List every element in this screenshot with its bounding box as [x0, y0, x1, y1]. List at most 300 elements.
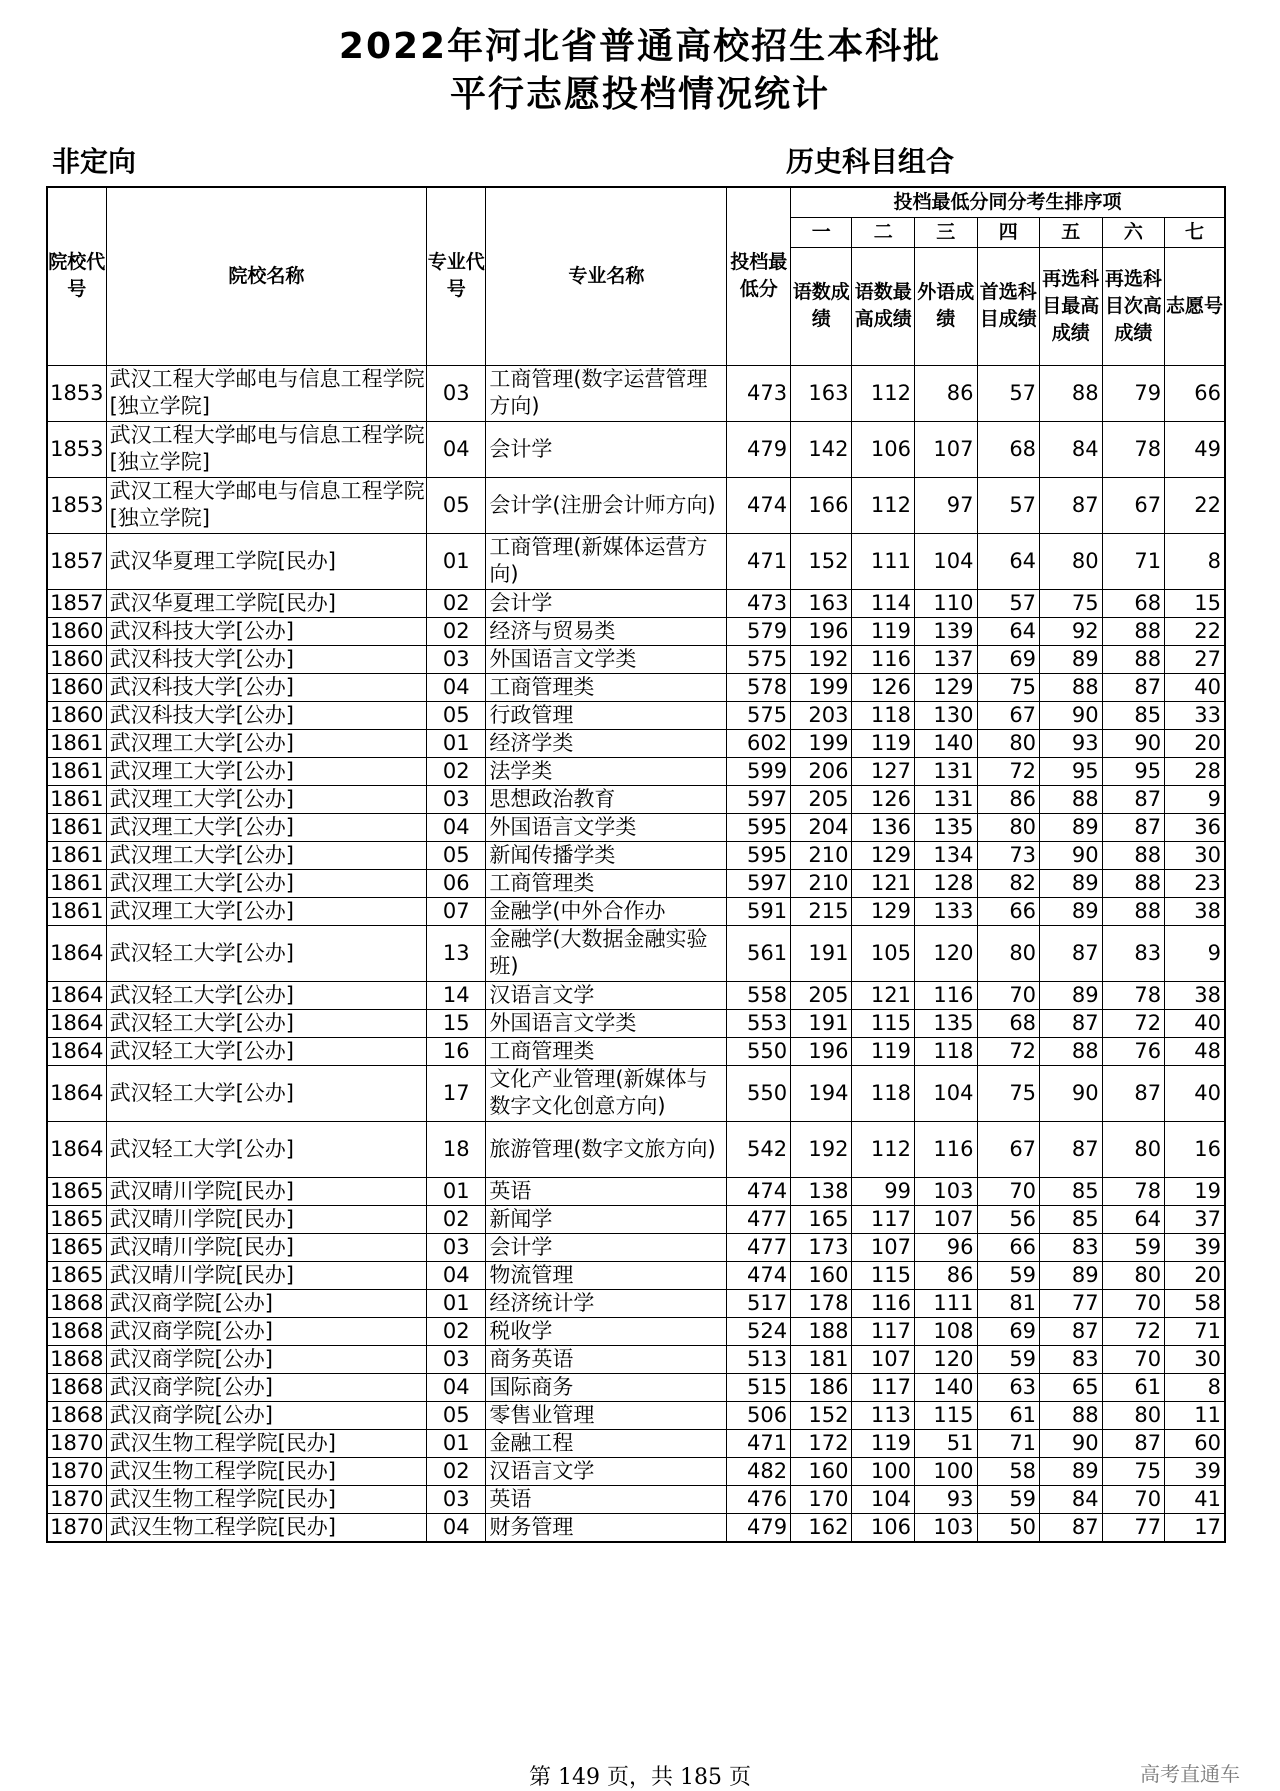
preference-number-cell: 22 [1165, 617, 1225, 645]
major-name-cell: 国际商务 [486, 1373, 727, 1401]
chinese-math-max-cell: 126 [852, 673, 915, 701]
elective-second-cell: 83 [1102, 925, 1165, 981]
min-score-cell: 561 [727, 925, 791, 981]
chinese-math-max-cell: 112 [852, 1121, 915, 1177]
preference-number-cell: 30 [1165, 1345, 1225, 1373]
school-code-cell: 1868 [47, 1401, 106, 1429]
elective-highest-cell: 87 [1040, 1513, 1103, 1542]
elective-second-cell: 87 [1102, 1429, 1165, 1457]
first-subject-cell: 69 [977, 645, 1040, 673]
header-rank-6: 六 [1102, 217, 1165, 247]
chinese-math-max-cell: 106 [852, 1513, 915, 1542]
school-name-cell: 武汉晴川学院[民办] [106, 1233, 427, 1261]
elective-second-cell: 88 [1102, 841, 1165, 869]
header-sort-group: 投档最低分同分考生排序项 [791, 187, 1225, 217]
school-name-cell: 武汉商学院[公办] [106, 1317, 427, 1345]
major-name-cell: 财务管理 [486, 1513, 727, 1542]
foreign-language-cell: 140 [914, 1373, 977, 1401]
school-name-cell: 武汉工程大学邮电与信息工程学院[独立学院] [106, 421, 427, 477]
first-subject-cell: 64 [977, 533, 1040, 589]
elective-highest-cell: 90 [1040, 1065, 1103, 1121]
elective-second-cell: 72 [1102, 1009, 1165, 1037]
foreign-language-cell: 51 [914, 1429, 977, 1457]
major-name-cell: 零售业管理 [486, 1401, 727, 1429]
chinese-math-cell: 165 [791, 1205, 852, 1233]
header-rank-1: 一 [791, 217, 852, 247]
major-name-cell: 物流管理 [486, 1261, 727, 1289]
min-score-cell: 542 [727, 1121, 791, 1177]
elective-highest-cell: 89 [1040, 981, 1103, 1009]
elective-highest-cell: 77 [1040, 1289, 1103, 1317]
preference-number-cell: 39 [1165, 1457, 1225, 1485]
foreign-language-cell: 100 [914, 1457, 977, 1485]
min-score-cell: 517 [727, 1289, 791, 1317]
foreign-language-cell: 129 [914, 673, 977, 701]
school-code-cell: 1857 [47, 533, 106, 589]
header-item-first-subject: 首选科目成绩 [977, 247, 1040, 365]
foreign-language-cell: 133 [914, 897, 977, 925]
chinese-math-cell: 192 [791, 1121, 852, 1177]
major-name-cell: 英语 [486, 1177, 727, 1205]
major-name-cell: 旅游管理(数字文旅方向) [486, 1121, 727, 1177]
first-subject-cell: 82 [977, 869, 1040, 897]
header-rank-2: 二 [852, 217, 915, 247]
table-row [47, 1429, 1225, 1457]
chinese-math-max-cell: 107 [852, 1233, 915, 1261]
elective-second-cell: 72 [1102, 1317, 1165, 1345]
school-name-cell: 武汉华夏理工学院[民办] [106, 533, 427, 589]
major-name-cell: 税收学 [486, 1317, 727, 1345]
foreign-language-cell: 137 [914, 645, 977, 673]
school-name-cell: 武汉理工大学[公办] [106, 841, 427, 869]
first-subject-cell: 64 [977, 617, 1040, 645]
min-score-cell: 558 [727, 981, 791, 1009]
preference-number-cell: 28 [1165, 757, 1225, 785]
table-row [47, 589, 1225, 617]
school-code-cell: 1868 [47, 1345, 106, 1373]
chinese-math-max-cell: 100 [852, 1457, 915, 1485]
major-code-cell: 05 [427, 841, 486, 869]
chinese-math-cell: 170 [791, 1485, 852, 1513]
first-subject-cell: 80 [977, 813, 1040, 841]
header-item-chinese-math-max: 语数最高成绩 [852, 247, 915, 365]
elective-second-cell: 70 [1102, 1289, 1165, 1317]
elective-highest-cell: 90 [1040, 1429, 1103, 1457]
school-code-cell: 1861 [47, 841, 106, 869]
elective-highest-cell: 84 [1040, 421, 1103, 477]
chinese-math-max-cell: 136 [852, 813, 915, 841]
preference-number-cell: 40 [1165, 673, 1225, 701]
elective-second-cell: 90 [1102, 729, 1165, 757]
elective-second-cell: 85 [1102, 701, 1165, 729]
min-score-cell: 477 [727, 1233, 791, 1261]
school-name-cell: 武汉工程大学邮电与信息工程学院[独立学院] [106, 365, 427, 421]
min-score-cell: 550 [727, 1065, 791, 1121]
school-name-cell: 武汉生物工程学院[民办] [106, 1513, 427, 1542]
elective-highest-cell: 84 [1040, 1485, 1103, 1513]
major-name-cell: 会计学 [486, 421, 727, 477]
first-subject-cell: 57 [977, 365, 1040, 421]
foreign-language-cell: 107 [914, 421, 977, 477]
foreign-language-cell: 115 [914, 1401, 977, 1429]
school-name-cell: 武汉轻工大学[公办] [106, 925, 427, 981]
header-item-preference-number: 志愿号 [1165, 247, 1225, 365]
first-subject-cell: 80 [977, 925, 1040, 981]
min-score-cell: 578 [727, 673, 791, 701]
first-subject-cell: 71 [977, 1429, 1040, 1457]
school-code-cell: 1865 [47, 1205, 106, 1233]
min-score-cell: 506 [727, 1401, 791, 1429]
first-subject-cell: 68 [977, 1009, 1040, 1037]
table-row [47, 1317, 1225, 1345]
elective-second-cell: 59 [1102, 1233, 1165, 1261]
min-score-cell: 595 [727, 813, 791, 841]
first-subject-cell: 57 [977, 477, 1040, 533]
elective-second-cell: 67 [1102, 477, 1165, 533]
table-row [47, 673, 1225, 701]
school-name-cell: 武汉轻工大学[公办] [106, 1065, 427, 1121]
major-name-cell: 工商管理(新媒体运营方向) [486, 533, 727, 589]
preference-number-cell: 48 [1165, 1037, 1225, 1065]
foreign-language-cell: 134 [914, 841, 977, 869]
school-name-cell: 武汉理工大学[公办] [106, 897, 427, 925]
foreign-language-cell: 120 [914, 1345, 977, 1373]
table-row [47, 981, 1225, 1009]
chinese-math-cell: 160 [791, 1457, 852, 1485]
first-subject-cell: 59 [977, 1485, 1040, 1513]
header-item-chinese-math: 语数成绩 [791, 247, 852, 365]
preference-number-cell: 8 [1165, 1373, 1225, 1401]
chinese-math-max-cell: 116 [852, 1289, 915, 1317]
table-row [47, 1037, 1225, 1065]
table-row [47, 813, 1225, 841]
school-code-cell: 1861 [47, 729, 106, 757]
elective-highest-cell: 65 [1040, 1373, 1103, 1401]
chinese-math-cell: 194 [791, 1065, 852, 1121]
elective-second-cell: 87 [1102, 785, 1165, 813]
school-name-cell: 武汉工程大学邮电与信息工程学院[独立学院] [106, 477, 427, 533]
elective-highest-cell: 92 [1040, 617, 1103, 645]
preference-number-cell: 23 [1165, 869, 1225, 897]
preference-number-cell: 33 [1165, 701, 1225, 729]
first-subject-cell: 72 [977, 757, 1040, 785]
chinese-math-cell: 163 [791, 365, 852, 421]
major-code-cell: 02 [427, 589, 486, 617]
table-row [47, 1009, 1225, 1037]
school-code-cell: 1865 [47, 1177, 106, 1205]
table-row [47, 1485, 1225, 1513]
elective-second-cell: 71 [1102, 533, 1165, 589]
min-score-cell: 599 [727, 757, 791, 785]
major-code-cell: 14 [427, 981, 486, 1009]
preference-number-cell: 71 [1165, 1317, 1225, 1345]
min-score-cell: 471 [727, 1429, 791, 1457]
major-name-cell: 金融工程 [486, 1429, 727, 1457]
elective-second-cell: 88 [1102, 617, 1165, 645]
chinese-math-max-cell: 121 [852, 981, 915, 1009]
elective-highest-cell: 87 [1040, 1009, 1103, 1037]
chinese-math-max-cell: 99 [852, 1177, 915, 1205]
major-code-cell: 04 [427, 1261, 486, 1289]
foreign-language-cell: 108 [914, 1317, 977, 1345]
table-row [47, 1205, 1225, 1233]
chinese-math-max-cell: 115 [852, 1009, 915, 1037]
min-score-cell: 471 [727, 533, 791, 589]
elective-second-cell: 64 [1102, 1205, 1165, 1233]
major-code-cell: 07 [427, 897, 486, 925]
school-code-cell: 1864 [47, 1065, 106, 1121]
school-name-cell: 武汉科技大学[公办] [106, 617, 427, 645]
preference-number-cell: 11 [1165, 1401, 1225, 1429]
preference-number-cell: 20 [1165, 729, 1225, 757]
first-subject-cell: 70 [977, 981, 1040, 1009]
chinese-math-cell: 142 [791, 421, 852, 477]
school-code-cell: 1860 [47, 645, 106, 673]
school-code-cell: 1853 [47, 477, 106, 533]
table-row [47, 841, 1225, 869]
table-row [47, 645, 1225, 673]
elective-second-cell: 76 [1102, 1037, 1165, 1065]
elective-highest-cell: 88 [1040, 365, 1103, 421]
school-name-cell: 武汉轻工大学[公办] [106, 1009, 427, 1037]
foreign-language-cell: 139 [914, 617, 977, 645]
major-code-cell: 04 [427, 813, 486, 841]
first-subject-cell: 67 [977, 1121, 1040, 1177]
school-code-cell: 1868 [47, 1317, 106, 1345]
chinese-math-max-cell: 119 [852, 729, 915, 757]
major-code-cell: 03 [427, 1233, 486, 1261]
school-name-cell: 武汉理工大学[公办] [106, 729, 427, 757]
major-code-cell: 06 [427, 869, 486, 897]
major-name-cell: 汉语言文学 [486, 981, 727, 1009]
min-score-cell: 513 [727, 1345, 791, 1373]
foreign-language-cell: 116 [914, 1121, 977, 1177]
major-name-cell: 汉语言文学 [486, 1457, 727, 1485]
min-score-cell: 579 [727, 617, 791, 645]
major-code-cell: 03 [427, 1485, 486, 1513]
min-score-cell: 597 [727, 869, 791, 897]
elective-highest-cell: 90 [1040, 841, 1103, 869]
major-code-cell: 01 [427, 1289, 486, 1317]
elective-second-cell: 80 [1102, 1121, 1165, 1177]
foreign-language-cell: 128 [914, 869, 977, 897]
school-name-cell: 武汉华夏理工学院[民办] [106, 589, 427, 617]
school-code-cell: 1870 [47, 1429, 106, 1457]
foreign-language-cell: 97 [914, 477, 977, 533]
school-name-cell: 武汉理工大学[公办] [106, 757, 427, 785]
elective-second-cell: 95 [1102, 757, 1165, 785]
first-subject-cell: 69 [977, 1317, 1040, 1345]
table-row [47, 757, 1225, 785]
chinese-math-max-cell: 118 [852, 1065, 915, 1121]
first-subject-cell: 61 [977, 1401, 1040, 1429]
major-code-cell: 02 [427, 1205, 486, 1233]
school-code-cell: 1865 [47, 1261, 106, 1289]
chinese-math-cell: 204 [791, 813, 852, 841]
elective-highest-cell: 89 [1040, 1457, 1103, 1485]
major-code-cell: 04 [427, 1373, 486, 1401]
chinese-math-cell: 152 [791, 1401, 852, 1429]
school-code-cell: 1864 [47, 1009, 106, 1037]
chinese-math-max-cell: 116 [852, 645, 915, 673]
min-score-cell: 479 [727, 421, 791, 477]
elective-highest-cell: 87 [1040, 477, 1103, 533]
chinese-math-max-cell: 129 [852, 841, 915, 869]
major-code-cell: 17 [427, 1065, 486, 1121]
min-score-cell: 575 [727, 701, 791, 729]
table-row [47, 365, 1225, 421]
chinese-math-max-cell: 112 [852, 477, 915, 533]
elective-highest-cell: 88 [1040, 1037, 1103, 1065]
header-major-name: 专业名称 [486, 187, 727, 365]
school-name-cell: 武汉晴川学院[民办] [106, 1205, 427, 1233]
major-code-cell: 04 [427, 421, 486, 477]
foreign-language-cell: 131 [914, 785, 977, 813]
elective-highest-cell: 83 [1040, 1233, 1103, 1261]
major-code-cell: 03 [427, 365, 486, 421]
preference-number-cell: 19 [1165, 1177, 1225, 1205]
elective-second-cell: 75 [1102, 1457, 1165, 1485]
chinese-math-max-cell: 117 [852, 1373, 915, 1401]
elective-highest-cell: 80 [1040, 533, 1103, 589]
chinese-math-max-cell: 119 [852, 617, 915, 645]
first-subject-cell: 56 [977, 1205, 1040, 1233]
school-code-cell: 1864 [47, 1121, 106, 1177]
chinese-math-max-cell: 126 [852, 785, 915, 813]
foreign-language-cell: 96 [914, 1233, 977, 1261]
first-subject-cell: 66 [977, 897, 1040, 925]
school-code-cell: 1853 [47, 365, 106, 421]
header-rank-7: 七 [1165, 217, 1225, 247]
school-code-cell: 1860 [47, 673, 106, 701]
school-name-cell: 武汉轻工大学[公办] [106, 981, 427, 1009]
elective-highest-cell: 87 [1040, 1317, 1103, 1345]
major-code-cell: 02 [427, 1317, 486, 1345]
min-score-cell: 602 [727, 729, 791, 757]
chinese-math-cell: 205 [791, 981, 852, 1009]
school-name-cell: 武汉科技大学[公办] [106, 645, 427, 673]
school-code-cell: 1864 [47, 925, 106, 981]
chinese-math-max-cell: 107 [852, 1345, 915, 1373]
chinese-math-max-cell: 105 [852, 925, 915, 981]
school-code-cell: 1861 [47, 897, 106, 925]
min-score-cell: 575 [727, 645, 791, 673]
elective-second-cell: 78 [1102, 981, 1165, 1009]
foreign-language-cell: 118 [914, 1037, 977, 1065]
school-code-cell: 1861 [47, 813, 106, 841]
header-rank-4: 四 [977, 217, 1040, 247]
table-row [47, 1457, 1225, 1485]
major-name-cell: 思想政治教育 [486, 785, 727, 813]
foreign-language-cell: 116 [914, 981, 977, 1009]
major-code-cell: 16 [427, 1037, 486, 1065]
preference-number-cell: 39 [1165, 1233, 1225, 1261]
foreign-language-cell: 86 [914, 365, 977, 421]
elective-second-cell: 87 [1102, 1065, 1165, 1121]
chinese-math-cell: 173 [791, 1233, 852, 1261]
table-row [47, 701, 1225, 729]
chinese-math-max-cell: 119 [852, 1429, 915, 1457]
school-code-cell: 1865 [47, 1233, 106, 1261]
chinese-math-max-cell: 117 [852, 1205, 915, 1233]
major-code-cell: 18 [427, 1121, 486, 1177]
major-name-cell: 工商管理(数字运营管理方向) [486, 365, 727, 421]
preference-number-cell: 66 [1165, 365, 1225, 421]
preference-number-cell: 58 [1165, 1289, 1225, 1317]
major-name-cell: 工商管理类 [486, 673, 727, 701]
chinese-math-cell: 199 [791, 673, 852, 701]
table-row [47, 1065, 1225, 1121]
chinese-math-cell: 196 [791, 617, 852, 645]
first-subject-cell: 81 [977, 1289, 1040, 1317]
major-name-cell: 法学类 [486, 757, 727, 785]
table-row [47, 477, 1225, 533]
min-score-cell: 473 [727, 589, 791, 617]
first-subject-cell: 67 [977, 701, 1040, 729]
table-row [47, 729, 1225, 757]
table-row [47, 785, 1225, 813]
major-code-cell: 04 [427, 673, 486, 701]
preference-number-cell: 16 [1165, 1121, 1225, 1177]
min-score-cell: 553 [727, 1009, 791, 1037]
preference-number-cell: 22 [1165, 477, 1225, 533]
first-subject-cell: 75 [977, 1065, 1040, 1121]
min-score-cell: 474 [727, 1177, 791, 1205]
table-row [47, 1289, 1225, 1317]
first-subject-cell: 86 [977, 785, 1040, 813]
elective-second-cell: 80 [1102, 1401, 1165, 1429]
first-subject-cell: 66 [977, 1233, 1040, 1261]
elective-second-cell: 78 [1102, 1177, 1165, 1205]
elective-highest-cell: 95 [1040, 757, 1103, 785]
table-row [47, 1513, 1225, 1542]
chinese-math-cell: 203 [791, 701, 852, 729]
chinese-math-cell: 206 [791, 757, 852, 785]
table-row [47, 1345, 1225, 1373]
foreign-language-cell: 135 [914, 1009, 977, 1037]
foreign-language-cell: 110 [914, 589, 977, 617]
chinese-math-cell: 162 [791, 1513, 852, 1542]
foreign-language-cell: 86 [914, 1261, 977, 1289]
preference-number-cell: 17 [1165, 1513, 1225, 1542]
preference-number-cell: 38 [1165, 897, 1225, 925]
major-name-cell: 行政管理 [486, 701, 727, 729]
elective-highest-cell: 93 [1040, 729, 1103, 757]
first-subject-cell: 80 [977, 729, 1040, 757]
header-school-name: 院校名称 [106, 187, 427, 365]
elective-second-cell: 70 [1102, 1485, 1165, 1513]
first-subject-cell: 57 [977, 589, 1040, 617]
chinese-math-cell: 172 [791, 1429, 852, 1457]
foreign-language-cell: 130 [914, 701, 977, 729]
chinese-math-cell: 188 [791, 1317, 852, 1345]
school-code-cell: 1864 [47, 981, 106, 1009]
table-row [47, 1177, 1225, 1205]
foreign-language-cell: 120 [914, 925, 977, 981]
preference-number-cell: 41 [1165, 1485, 1225, 1513]
chinese-math-cell: 215 [791, 897, 852, 925]
major-code-cell: 02 [427, 1457, 486, 1485]
major-name-cell: 工商管理类 [486, 869, 727, 897]
major-code-cell: 01 [427, 1177, 486, 1205]
first-subject-cell: 75 [977, 673, 1040, 701]
foreign-language-cell: 104 [914, 1065, 977, 1121]
preference-number-cell: 27 [1165, 645, 1225, 673]
major-code-cell: 03 [427, 785, 486, 813]
school-name-cell: 武汉轻工大学[公办] [106, 1121, 427, 1177]
table-row [47, 897, 1225, 925]
elective-second-cell: 88 [1102, 645, 1165, 673]
